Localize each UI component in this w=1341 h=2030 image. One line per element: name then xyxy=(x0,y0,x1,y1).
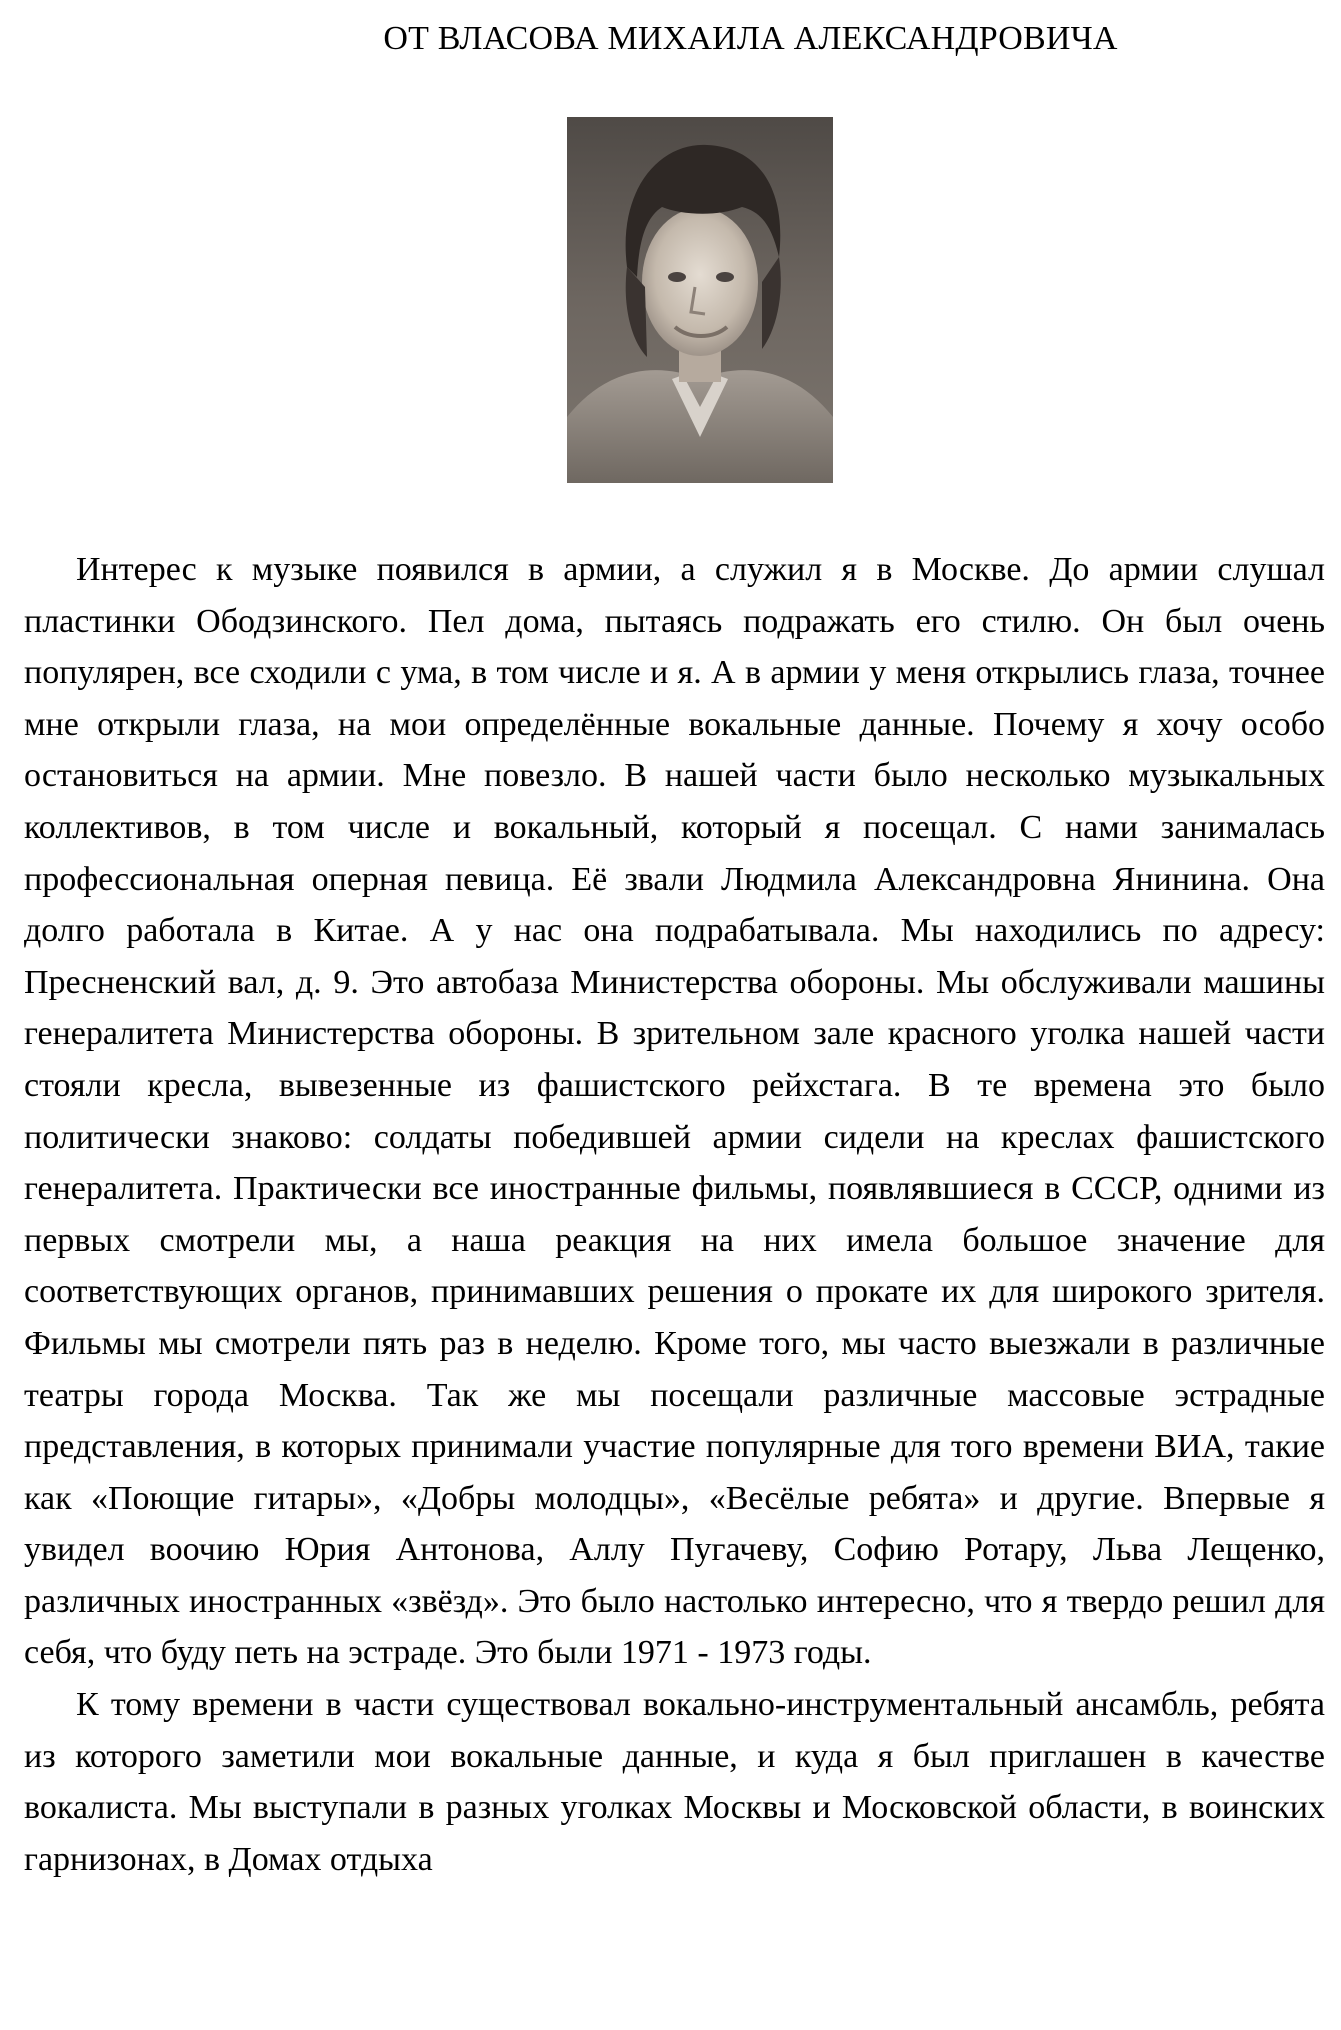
portrait-photo xyxy=(567,117,833,483)
paragraph: К тому времени в части существовал вокально-инструментальный ансамбль, ребята из которого заметили мои вокальные данные, и куда я был приглашен в качестве вокалиста. Мы выступали в разных уголках Москвы и Московской области, в воинских гарнизонах, в Домах отдыха xyxy=(24,1686,1325,1878)
document-title: ОТ ВЛАСОВА МИХАИЛА АЛЕКСАНДРОВИЧА xyxy=(383,20,1118,57)
paragraph: Интерес к музыке появился в армии, а служил я в Москве. До армии слушал пластинки Ободзинского. Пел дома, пытаясь подражать его стилю. Он был очень популярен, все сходили с ума, в том числе и я. А в армии у меня открылись глаза, точнее мне открыли глаза, на мои определённые вокальные данные. Почему я хочу особо остановиться на армии. Мне повезло. В нашей части было несколько музыкальных коллективов, в том числе и вокальный, который я посещал. С нами занималась профессиональная оперная певица. Её звали Людмила Александровна Янинина. Она долго работала в Китае. А у нас она подрабатывала. Мы находились по адресу: Пресненский вал, д. 9. Это автобаза Министерства обороны. Мы обслуживали машины генералитета Министерства обороны. В зрительном зале красного уголка нашей части стояли кресла, вывезенные из фашистского рейхстага. В те времена это было политически знаково: солдаты победившей армии сидели на креслах фашистского генералитета. Практически все иностранные фильмы, появлявшиеся в СССР, одними из первых смотрели мы, а наша реакция на них имела большое значение для соответствующих органов, принимавших решения о прокате их для широкого зрителя. Фильмы мы смотрели пять раз в неделю. Кроме того, мы часто выезжали в различные театры города Москва. Так же мы посещали различные массовые эстрадные представления, в которых принимали участие популярные для того времени ВИА, такие как «Поющие гитары», «Добры молодцы», «Весёлые ребята» и другие. Впервые я увидел воочию Юрия Антонова, Аллу Пугачеву, Софию Ротару, Льва Лещенко, различных иностранных «звёзд». Это было настолько интересно, что я твердо решил для себя, что буду петь на эстраде. Это были 1971 - 1973 годы. xyxy=(24,551,1325,1672)
document-body xyxy=(24,544,1325,1885)
portrait-illustration xyxy=(567,117,833,483)
